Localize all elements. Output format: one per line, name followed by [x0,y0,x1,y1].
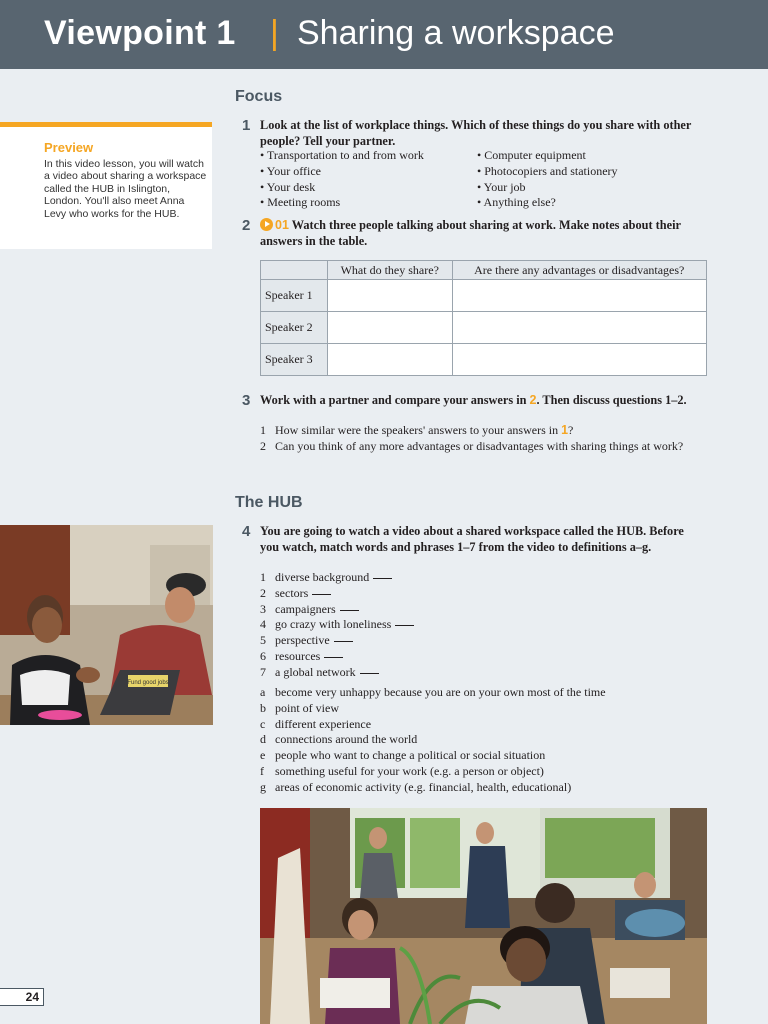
sub-text: Can you think of any more advantages or disadvantages with sharing things at work? [275,439,684,453]
sub-text: How similar were the speakers' answers to your answers in [275,423,562,437]
item-letter: d [260,732,266,747]
question-1-number: 1 [242,117,251,134]
list-item [260,701,700,717]
list-item: • Anything else? [477,195,677,211]
row-label: Speaker 3 [261,344,328,376]
list-item: • Your desk [260,180,470,196]
list-item [260,665,700,681]
item-number: 4 [260,617,266,632]
sub-number: 2 [260,439,266,453]
item-number: 6 [260,648,266,663]
answer-blank[interactable] [334,641,353,642]
answer-blank[interactable] [373,578,392,579]
answer-blank[interactable] [324,657,343,658]
definitions-list [260,685,700,796]
sub-number: 1 [260,423,266,437]
audio-play-icon[interactable] [260,218,273,231]
table-row [261,312,707,344]
list-item [260,586,700,602]
question-ref: 2 [529,393,537,407]
column-header: Are there any advantages or disadvantages? [452,261,706,280]
table-row [261,280,707,312]
answer-cell[interactable] [328,312,453,344]
item-text: resources [275,648,321,663]
answer-cell[interactable] [452,344,706,376]
item-letter: e [260,748,266,763]
words-list [260,570,700,681]
item-letter: f [260,763,264,778]
item-text: connections around the world [275,732,418,747]
track-number: 01 [275,218,289,232]
item-text: campaigners [275,601,336,616]
answer-blank[interactable] [340,610,359,611]
answer-blank[interactable] [360,673,379,674]
question-ref: 1 [561,423,569,437]
woman-with-phone-photo [0,525,213,725]
list-item [260,685,700,701]
item-letter: b [260,700,266,715]
row-label: Speaker 2 [261,312,328,344]
page-header [0,0,768,69]
item-text: diverse background [275,570,370,584]
page-number: 24 [0,988,44,1006]
item-text: something useful for your work (e.g. a person or object) [275,763,544,778]
question-3-text [260,393,700,409]
list-item: • Your office [260,164,470,180]
item-text: go crazy with loneliness [275,617,392,632]
list-item [260,764,700,780]
row-label: Speaker 1 [261,280,328,312]
notes-table [260,260,707,376]
question-3-text-part: . Then discuss questions 1–2. [536,393,687,407]
list-item [260,633,700,649]
list-item: • Meeting rooms [260,195,470,211]
list-item [260,732,700,748]
list-item: • Computer equipment [477,148,677,164]
question-1-text: Look at the list of workplace things. Which of these things do you share with other people? Tell your partner. [260,118,692,148]
item-text: people who want to change a political or social situation [275,748,546,763]
answer-cell[interactable] [452,280,706,312]
question-4-text: You are going to watch a video about a shared workspace called the HUB. Before you watch, match words and phrases 1–7 from the video to definitions a–g. [260,524,684,554]
preview-title: Preview [44,140,94,155]
shared-workspace-photo [260,808,707,1024]
item-number: 7 [260,664,266,679]
answer-blank[interactable] [312,594,331,595]
answer-cell[interactable] [328,344,453,376]
list-item [260,780,700,796]
workplace-list-right [477,148,677,211]
item-text: sectors [275,585,309,600]
item-text: point of view [275,700,339,715]
question-3-number: 3 [242,392,251,409]
hub-heading: The HUB [235,494,303,511]
item-text: areas of economic activity (e.g. financial, health, educational) [275,779,572,794]
question-2-instruction: Watch three people talking about sharing at work. Make notes about their answers in the table. [260,218,681,248]
list-item: • Transportation to and from work [260,148,470,164]
table-row [261,344,707,376]
answer-cell[interactable] [328,280,453,312]
question-3-sub-2 [260,439,700,455]
item-number: 3 [260,601,266,616]
item-text: a global network [275,664,356,679]
question-3-sub-1 [260,423,700,439]
answer-blank[interactable] [395,625,414,626]
item-text: different experience [275,716,372,731]
table-header-row [261,261,707,280]
list-item: • Your job [477,180,677,196]
list-item: • Photocopiers and stationery [477,164,677,180]
focus-heading: Focus [235,88,283,105]
question-2-text [260,218,700,249]
sub-text: ? [568,423,574,437]
item-text: become very unhappy because you are on your own most of the time [275,685,606,699]
item-number: 5 [260,633,266,648]
question-2-number: 2 [242,217,251,234]
preview-box [0,122,212,249]
topic-title: Sharing a workspace [297,14,615,52]
item-number: 2 [260,585,266,600]
unit-title: Viewpoint 1 [44,14,236,52]
item-letter: c [260,716,266,731]
item-number: 1 [260,570,266,584]
list-item [260,649,700,665]
item-letter: a [260,685,266,699]
list-item [260,617,700,633]
workplace-list-left [260,148,470,211]
item-letter: g [260,779,266,794]
answer-cell[interactable] [452,312,706,344]
column-header: What do they share? [328,261,453,280]
list-item [260,717,700,733]
title-separator: | [270,14,279,52]
item-text: perspective [275,633,330,648]
preview-text: In this video lesson, you will watch a video about sharing a workspace called the HUB in Islington, London. You'll also meet Anna Levy who works for the HUB. [44,158,207,220]
list-item [260,748,700,764]
laptop-sticker-text: Fund good jobs [127,680,169,686]
question-4-number: 4 [242,523,251,540]
table-corner-cell [261,261,328,280]
question-3-text-part: Work with a partner and compare your answers in [260,393,530,407]
list-item [260,602,700,618]
list-item [260,570,700,586]
